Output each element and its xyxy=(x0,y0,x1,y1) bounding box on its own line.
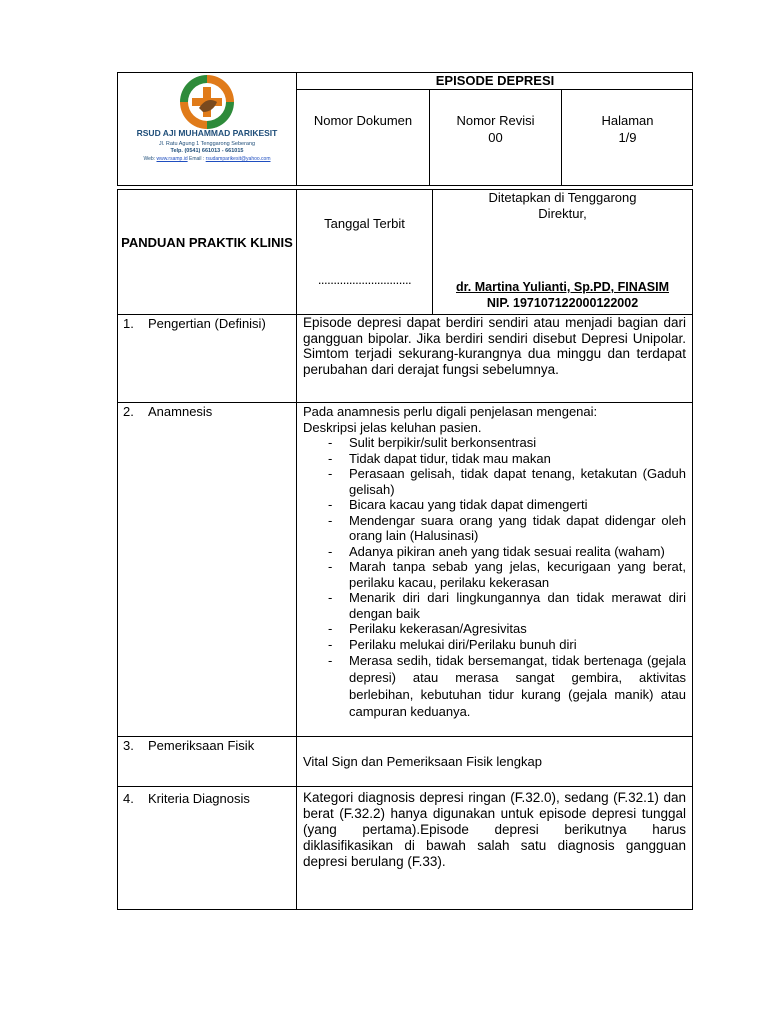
page-value: 1/9 xyxy=(618,130,637,145)
doc-number-cell xyxy=(297,90,429,186)
row-divider xyxy=(117,786,693,787)
section-text: Vital Sign dan Pemeriksaan Fisik lengkap xyxy=(303,754,542,769)
section-text: Kategori diagnosis depresi ringan (F.32.0), sedang (F.32.1) dan berat (F.32.2) hanya digunakan untuk episode depresi tunggal (yang pertama).Episode depresi berikutnya harus diklasifikasikan di bawah salah satu diagnosis gangguan depresi berulang (F.33). xyxy=(303,790,686,869)
revision-cell xyxy=(429,90,561,186)
list-item: - Merasa sedih, tidak bersemangat, tidak bertenaga (gejala depresi) atau merasa sangat gembira, aktivitas berlebihan, kebutuhan tidur kurang (gejala manik) atau campuran keduanya. xyxy=(303,652,686,720)
column-divider xyxy=(296,189,297,910)
signatory-nip: NIP. 197107122000122002 xyxy=(486,296,639,310)
approval-place: Ditetapkan di Tenggarong xyxy=(488,190,637,205)
hospital-logo xyxy=(177,72,237,132)
approval-title: Direktur, xyxy=(538,206,587,221)
page-label: Halaman xyxy=(601,113,654,128)
anamnesis-intro-2: Deskripsi jelas keluhan pasien. xyxy=(303,419,482,435)
list-item: - Tidak dapat tidur, tidak mau makan xyxy=(303,451,686,467)
page-cell xyxy=(561,90,693,186)
list-item: - Perasaan gelisah, tidak dapat tenang, ketakutan (Gaduh gelisah) xyxy=(303,466,686,497)
list-item: - Perilaku melukai diri/Perilaku bunuh diri xyxy=(303,637,686,653)
hospital-name: RSUD AJI MUHAMMAD PARIKESIT xyxy=(136,128,278,138)
hospital-contacts xyxy=(117,156,297,162)
section-text xyxy=(303,404,686,720)
list-item: - Perilaku kekerasan/Agresivitas xyxy=(303,621,686,637)
signatory xyxy=(432,279,693,311)
doc-number-label: Nomor Dokumen xyxy=(313,113,413,128)
revision-label: Nomor Revisi xyxy=(456,113,535,128)
section-text: Episode depresi dapat berdiri sendiri atau menjadi bagian dari gangguan bipolar. Jika berdiri sendiri disebut Depresi Unipolar. Simtom terjadi sekurang-kurangnya dua minggu dan terdapat perubahan dari derajat fungsi sebelumnya. xyxy=(303,315,686,377)
document-title: EPISODE DEPRESI xyxy=(297,72,693,90)
issue-date-label: Tanggal Terbit xyxy=(324,216,405,231)
section-title: Pengertian (Definisi) xyxy=(148,316,266,331)
section-number: 2. xyxy=(123,404,134,419)
section-title: Pemeriksaan Fisik xyxy=(148,738,255,753)
issue-date-value: .............................. xyxy=(317,272,412,287)
web-label: Web: xyxy=(143,156,156,162)
section-title: Kriteria Diagnosis xyxy=(148,791,250,806)
anamnesis-intro: Pada anamnesis perlu digali penjelasan mengenai: xyxy=(303,404,598,419)
list-item: - Menarik diri dari lingkungannya dan tidak merawat diri dengan baik xyxy=(303,590,686,621)
hospital-phone: Telp. (0541) 661013 - 661015 xyxy=(170,148,244,154)
email-label: Email : xyxy=(189,156,205,162)
list-item: - Bicara kacau yang tidak dapat dimengerti xyxy=(303,497,686,513)
row-divider xyxy=(117,402,693,403)
list-item: - Mendengar suara orang yang tidak dapat didengar oleh orang lain (Halusinasi) xyxy=(303,513,686,544)
list-item: - Sulit berpikir/sulit berkonsentrasi xyxy=(303,435,686,451)
signatory-name: dr. Martina Yulianti, Sp.PD, FINASIM xyxy=(456,280,669,294)
document-type: PANDUAN PRAKTIK KLINIS xyxy=(121,235,293,250)
row-divider xyxy=(117,736,693,737)
hospital-website[interactable]: www.rsamp.id xyxy=(156,156,188,162)
symptom-list xyxy=(303,435,686,720)
approval-block xyxy=(432,190,693,222)
list-item: - Marah tanpa sebab yang jelas, kecurigaan yang berat, perilaku kacau, perilaku kekerasan xyxy=(303,559,686,590)
hospital-address: Jl. Ratu Agung 1 Tenggarong Seberang xyxy=(158,141,256,147)
hospital-email[interactable]: rsudamparikesit@yahoo.com xyxy=(205,156,271,162)
section-number: 3. xyxy=(123,738,134,753)
revision-value: 00 xyxy=(488,130,503,145)
list-item: - Adanya pikiran aneh yang tidak sesuai realita (waham) xyxy=(303,544,686,560)
section-title: Anamnesis xyxy=(148,404,213,419)
section-number: 4. xyxy=(123,791,134,806)
hospital-identity xyxy=(117,72,297,186)
section-number: 1. xyxy=(123,316,134,331)
